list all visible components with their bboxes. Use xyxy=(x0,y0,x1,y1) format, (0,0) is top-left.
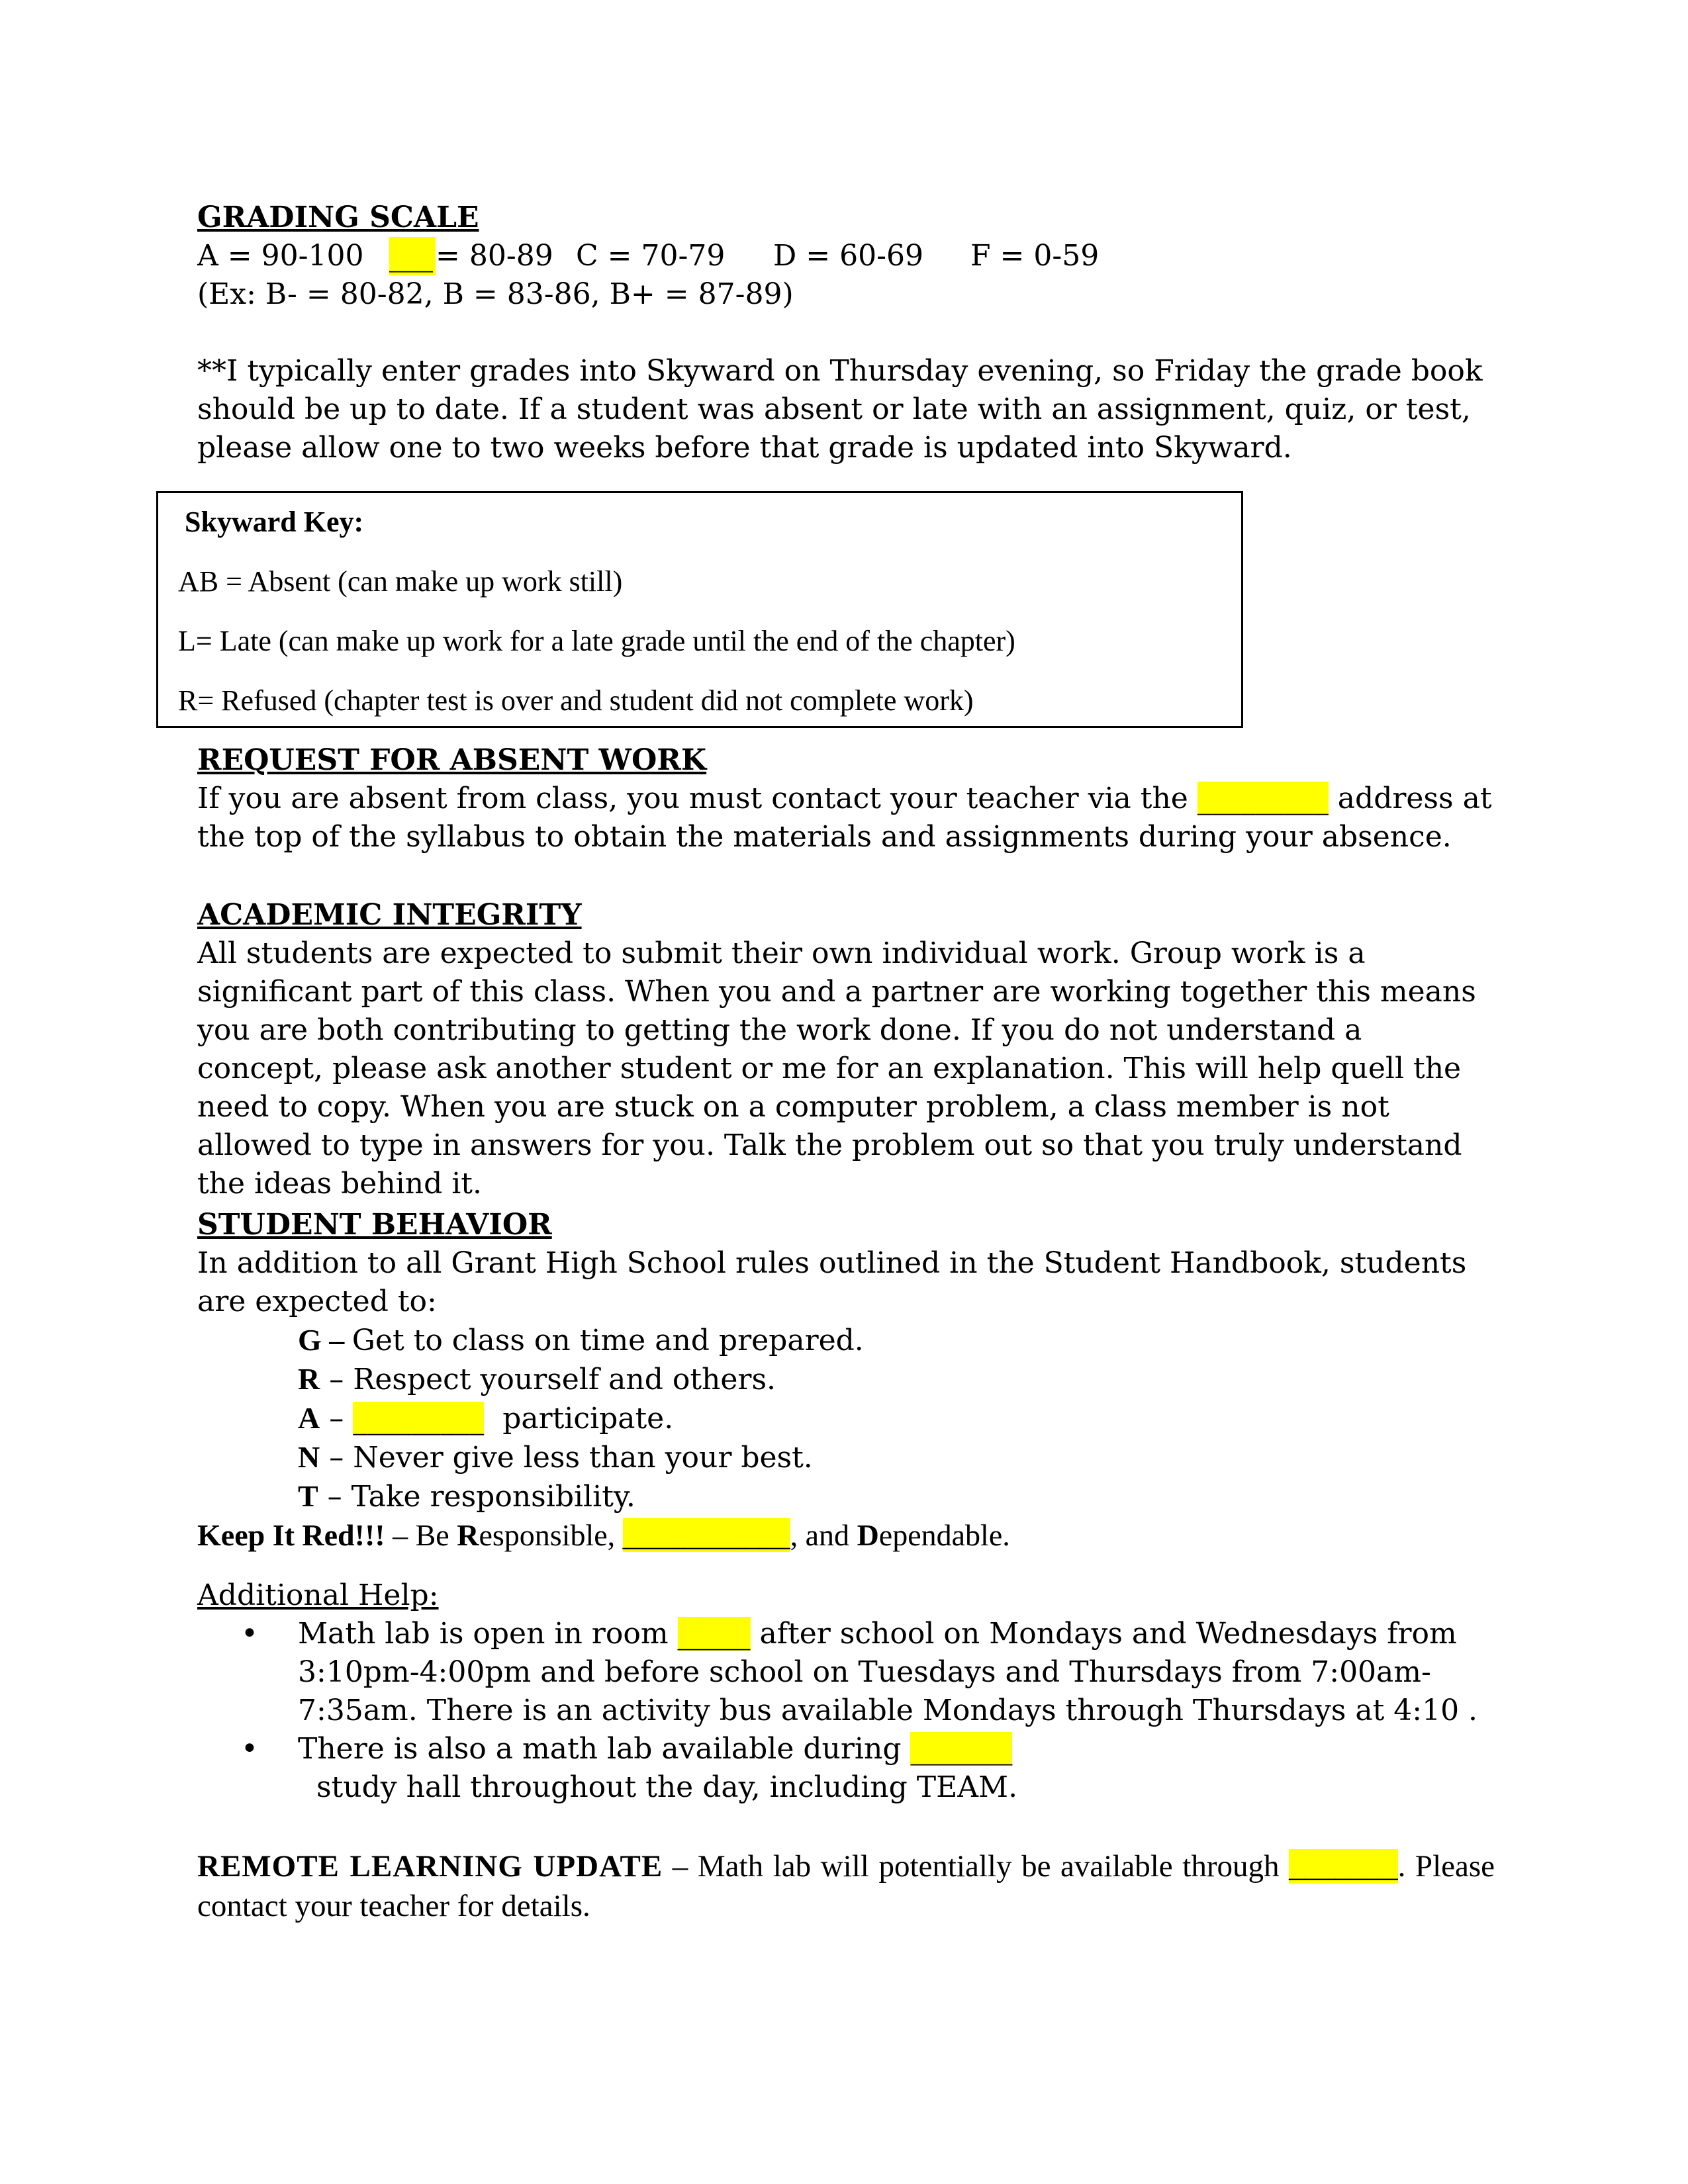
grade-b: = 80-89 xyxy=(436,239,553,273)
room-blank: _____ xyxy=(677,1617,751,1651)
grading-scale-heading: GRADING SCALE xyxy=(197,201,479,234)
list-item: • There is also a math lab available during _______ study hall throughout the day, including TEAM. xyxy=(197,1730,1495,1807)
grading-example: (Ex: B- = 80-82, B = 83-86, B+ = 87-89) xyxy=(197,277,794,311)
skyward-key-box xyxy=(156,491,1243,728)
student-behavior-heading: STUDENT BEHAVIOR xyxy=(197,1208,552,1242)
academic-integrity-heading: ACADEMIC INTEGRITY xyxy=(197,898,582,932)
remote-blank: _______ xyxy=(1289,1849,1398,1884)
additional-help-section xyxy=(197,1576,1495,1807)
grade-f: F = 0-59 xyxy=(970,239,1100,273)
grading-note: **I typically enter grades into Skyward on Thursday evening, so Friday the grade book should be up to date. If a student was absent or late with an assignment, quiz, or test, please allow one to two weeks before that grade is updated into Skyward. xyxy=(197,354,1483,465)
bullet-icon: • xyxy=(241,1732,258,1766)
grant-a-blank: _________ xyxy=(353,1402,485,1435)
grade-b-blank: ___ xyxy=(389,237,436,275)
remote-learning-heading: REMOTE LEARNING UPDATE xyxy=(197,1849,663,1884)
skyward-key-absent: AB = Absent (can make up work still) xyxy=(178,565,623,598)
grant-list xyxy=(298,1321,1495,1516)
grade-a: A = 90-100 xyxy=(197,239,364,273)
additional-help-heading: Additional Help: xyxy=(197,1578,439,1612)
skyward-key-title: Skyward Key: xyxy=(185,506,364,538)
skyward-key-late: L= Late (can make up work for a late grade until the end of the chapter) xyxy=(178,625,1015,657)
absent-work-blank: _________ xyxy=(1197,782,1329,815)
help-list xyxy=(197,1615,1495,1807)
student-behavior-intro: In addition to all Grant High School rules outlined in the Student Handbook, students are expected to: xyxy=(197,1246,1467,1318)
absent-work-text: If you are absent from class, you must contact your teacher via the _________ address at the top of the syllabus to obtain the materials and assignments during your absence. xyxy=(197,782,1492,854)
grade-d: D = 60-69 xyxy=(773,239,923,273)
grading-scale-row xyxy=(197,237,1495,275)
skyward-key-refused: R= Refused (chapter test is over and student did not complete work) xyxy=(178,684,974,717)
academic-integrity-section xyxy=(197,896,1495,1203)
academic-integrity-text: All students are expected to submit their own individual work. Group work is a significant part of this class. When you and a partner are working together this means you are both contributing to getting the work done. If you do not understand a concept, please ask another student or me for an explanation. This will help quell the need to copy. When you are stuck on a computer problem, a class member is not allowed to type in answers for you. Talk the problem out so that you truly understand the ideas behind it. xyxy=(197,936,1476,1201)
remote-learning-section xyxy=(197,1846,1495,1926)
list-item: N – Never give less than your best. xyxy=(298,1440,813,1475)
list-item: R – Respect yourself and others. xyxy=(298,1362,776,1396)
student-behavior-section xyxy=(197,1206,1495,1555)
bullet-icon: • xyxy=(241,1617,258,1651)
absent-work-section xyxy=(197,741,1495,856)
remote-learning-text: REMOTE LEARNING UPDATE – Math lab will potentially be available through _______. Please contact your teacher for details. xyxy=(197,1849,1495,1923)
grade-c: C = 70-79 xyxy=(576,239,726,273)
grading-scale-section xyxy=(197,199,1495,467)
list-item: G – Get to class on time and prepared. xyxy=(298,1323,864,1357)
list-item: • Math lab is open in room _____ after school on Mondays and Wednesdays from 3:10pm-4:00pm and before school on Tuesdays and Thursdays from 7:00am-7:35am. There is an activity bus available Mondays through Thursdays at 4:10 . xyxy=(197,1615,1495,1730)
list-item: T – Take responsibility. xyxy=(298,1479,635,1514)
absent-work-heading: REQUEST FOR ABSENT WORK xyxy=(197,743,707,777)
keep-it-red-line: Keep It Red!!! – Be Responsible, ___________, and Dependable. xyxy=(197,1518,1010,1552)
study-hall-blank: _______ xyxy=(910,1732,1013,1766)
keep-it-red-blank: ___________ xyxy=(622,1518,790,1552)
list-item: A – _________ participate. xyxy=(298,1401,674,1435)
